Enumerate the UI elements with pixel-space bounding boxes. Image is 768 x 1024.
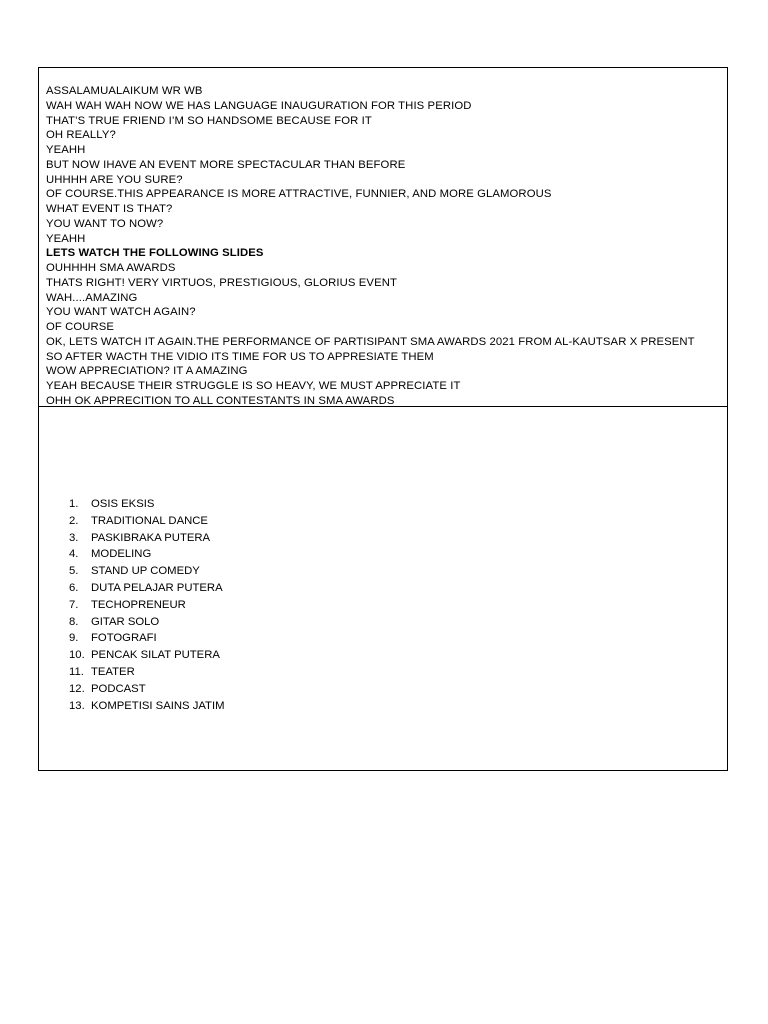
list-item-number: 13. <box>69 699 85 712</box>
script-line: ASSALAMUALAIKUM WR WB <box>46 85 203 97</box>
list-item-label: DUTA PELAJAR PUTERA <box>91 581 223 594</box>
script-line: OHH OK APPRECITION TO ALL CONTESTANTS IN SMA AWARDS <box>46 394 395 407</box>
script-line: YOU WANT TO NOW? <box>46 217 164 230</box>
list-item-number: 2. <box>69 514 79 527</box>
list-item-label: MODELING <box>91 548 152 561</box>
list-item-label: FOTOGRAFI <box>91 632 157 645</box>
list-item-label: KOMPETISI SAINS JATIM <box>91 699 225 712</box>
script-line: WHAT EVENT IS THAT? <box>46 203 173 215</box>
script-line: YEAHH <box>46 144 86 156</box>
script-line: OK, LETS WATCH IT AGAIN.THE PERFORMANCE OF PARTISIPANT SMA AWARDS 2021 FROM AL-KAUTSAR X PRESENT <box>46 335 695 348</box>
script-cell <box>39 68 727 407</box>
script-line: THAT’S TRUE FRIEND I’M SO HANDSOME BECAUSE FOR IT <box>46 114 372 127</box>
script-line: LETS WATCH THE FOLLOWING SLIDES <box>46 247 264 260</box>
list-item-label: STAND UP COMEDY <box>91 565 200 578</box>
script-line: WAH....AMAZING <box>46 291 138 304</box>
script-line: UHHHH ARE YOU SURE? <box>46 173 183 186</box>
contest-cell <box>39 407 727 770</box>
list-item-label: PENCAK SILAT PUTERA <box>91 649 220 662</box>
list-item-number: 8. <box>69 615 79 628</box>
list-item-number: 4. <box>69 548 79 561</box>
list-item-label: TECHOPRENEUR <box>91 598 186 611</box>
script-lines <box>46 84 695 409</box>
list-item-label: TEATER <box>91 665 135 678</box>
list-item-number: 12. <box>69 682 85 695</box>
script-line: YEAH BECAUSE THEIR STRUGGLE IS SO HEAVY, WE MUST APPRECIATE IT <box>46 380 461 392</box>
script-line: YOU WANT WATCH AGAIN? <box>46 306 196 319</box>
list-item-number: 5. <box>69 565 79 578</box>
document-table <box>38 67 728 771</box>
list-item-label: GITAR SOLO <box>91 615 160 628</box>
list-item-number: 6. <box>69 581 79 594</box>
script-line: BUT NOW IHAVE AN EVENT MORE SPECTACULAR THAN BEFORE <box>46 158 406 171</box>
list-item-number: 11. <box>69 665 84 678</box>
list-item-number: 7. <box>69 598 79 611</box>
script-line: THATS RIGHT! VERY VIRTUOS, PRESTIGIOUS, GLORIUS EVENT <box>46 276 397 289</box>
script-line: OH REALLY? <box>46 129 116 142</box>
list-item-label: OSIS EKSIS <box>91 498 155 510</box>
script-line: OUHHHH SMA AWARDS <box>46 262 176 274</box>
script-line: SO AFTER WACTH THE VIDIO ITS TIME FOR US TO APPRESIATE THEM <box>46 350 434 363</box>
script-line: WAH WAH WAH NOW WE HAS LANGUAGE INAUGURATION FOR THIS PERIOD <box>46 99 472 112</box>
script-line: YEAHH <box>46 232 86 245</box>
list-item-label: TRADITIONAL DANCE <box>91 514 208 527</box>
script-line: OF COURSE <box>46 321 115 333</box>
list-item-label: PASKIBRAKA PUTERA <box>91 531 211 544</box>
script-line: WOW APPRECIATION? IT A AMAZING <box>46 365 248 378</box>
list-item-number: 10. <box>69 649 85 662</box>
list-item-number: 9. <box>69 632 79 645</box>
list-item-label: PODCAST <box>91 682 146 695</box>
list-item-number: 3. <box>69 531 79 544</box>
list-item-number: 1. <box>69 498 79 510</box>
script-line: OF COURSE.THIS APPEARANCE IS MORE ATTRACTIVE, FUNNIER, AND MORE GLAMOROUS <box>46 188 552 201</box>
